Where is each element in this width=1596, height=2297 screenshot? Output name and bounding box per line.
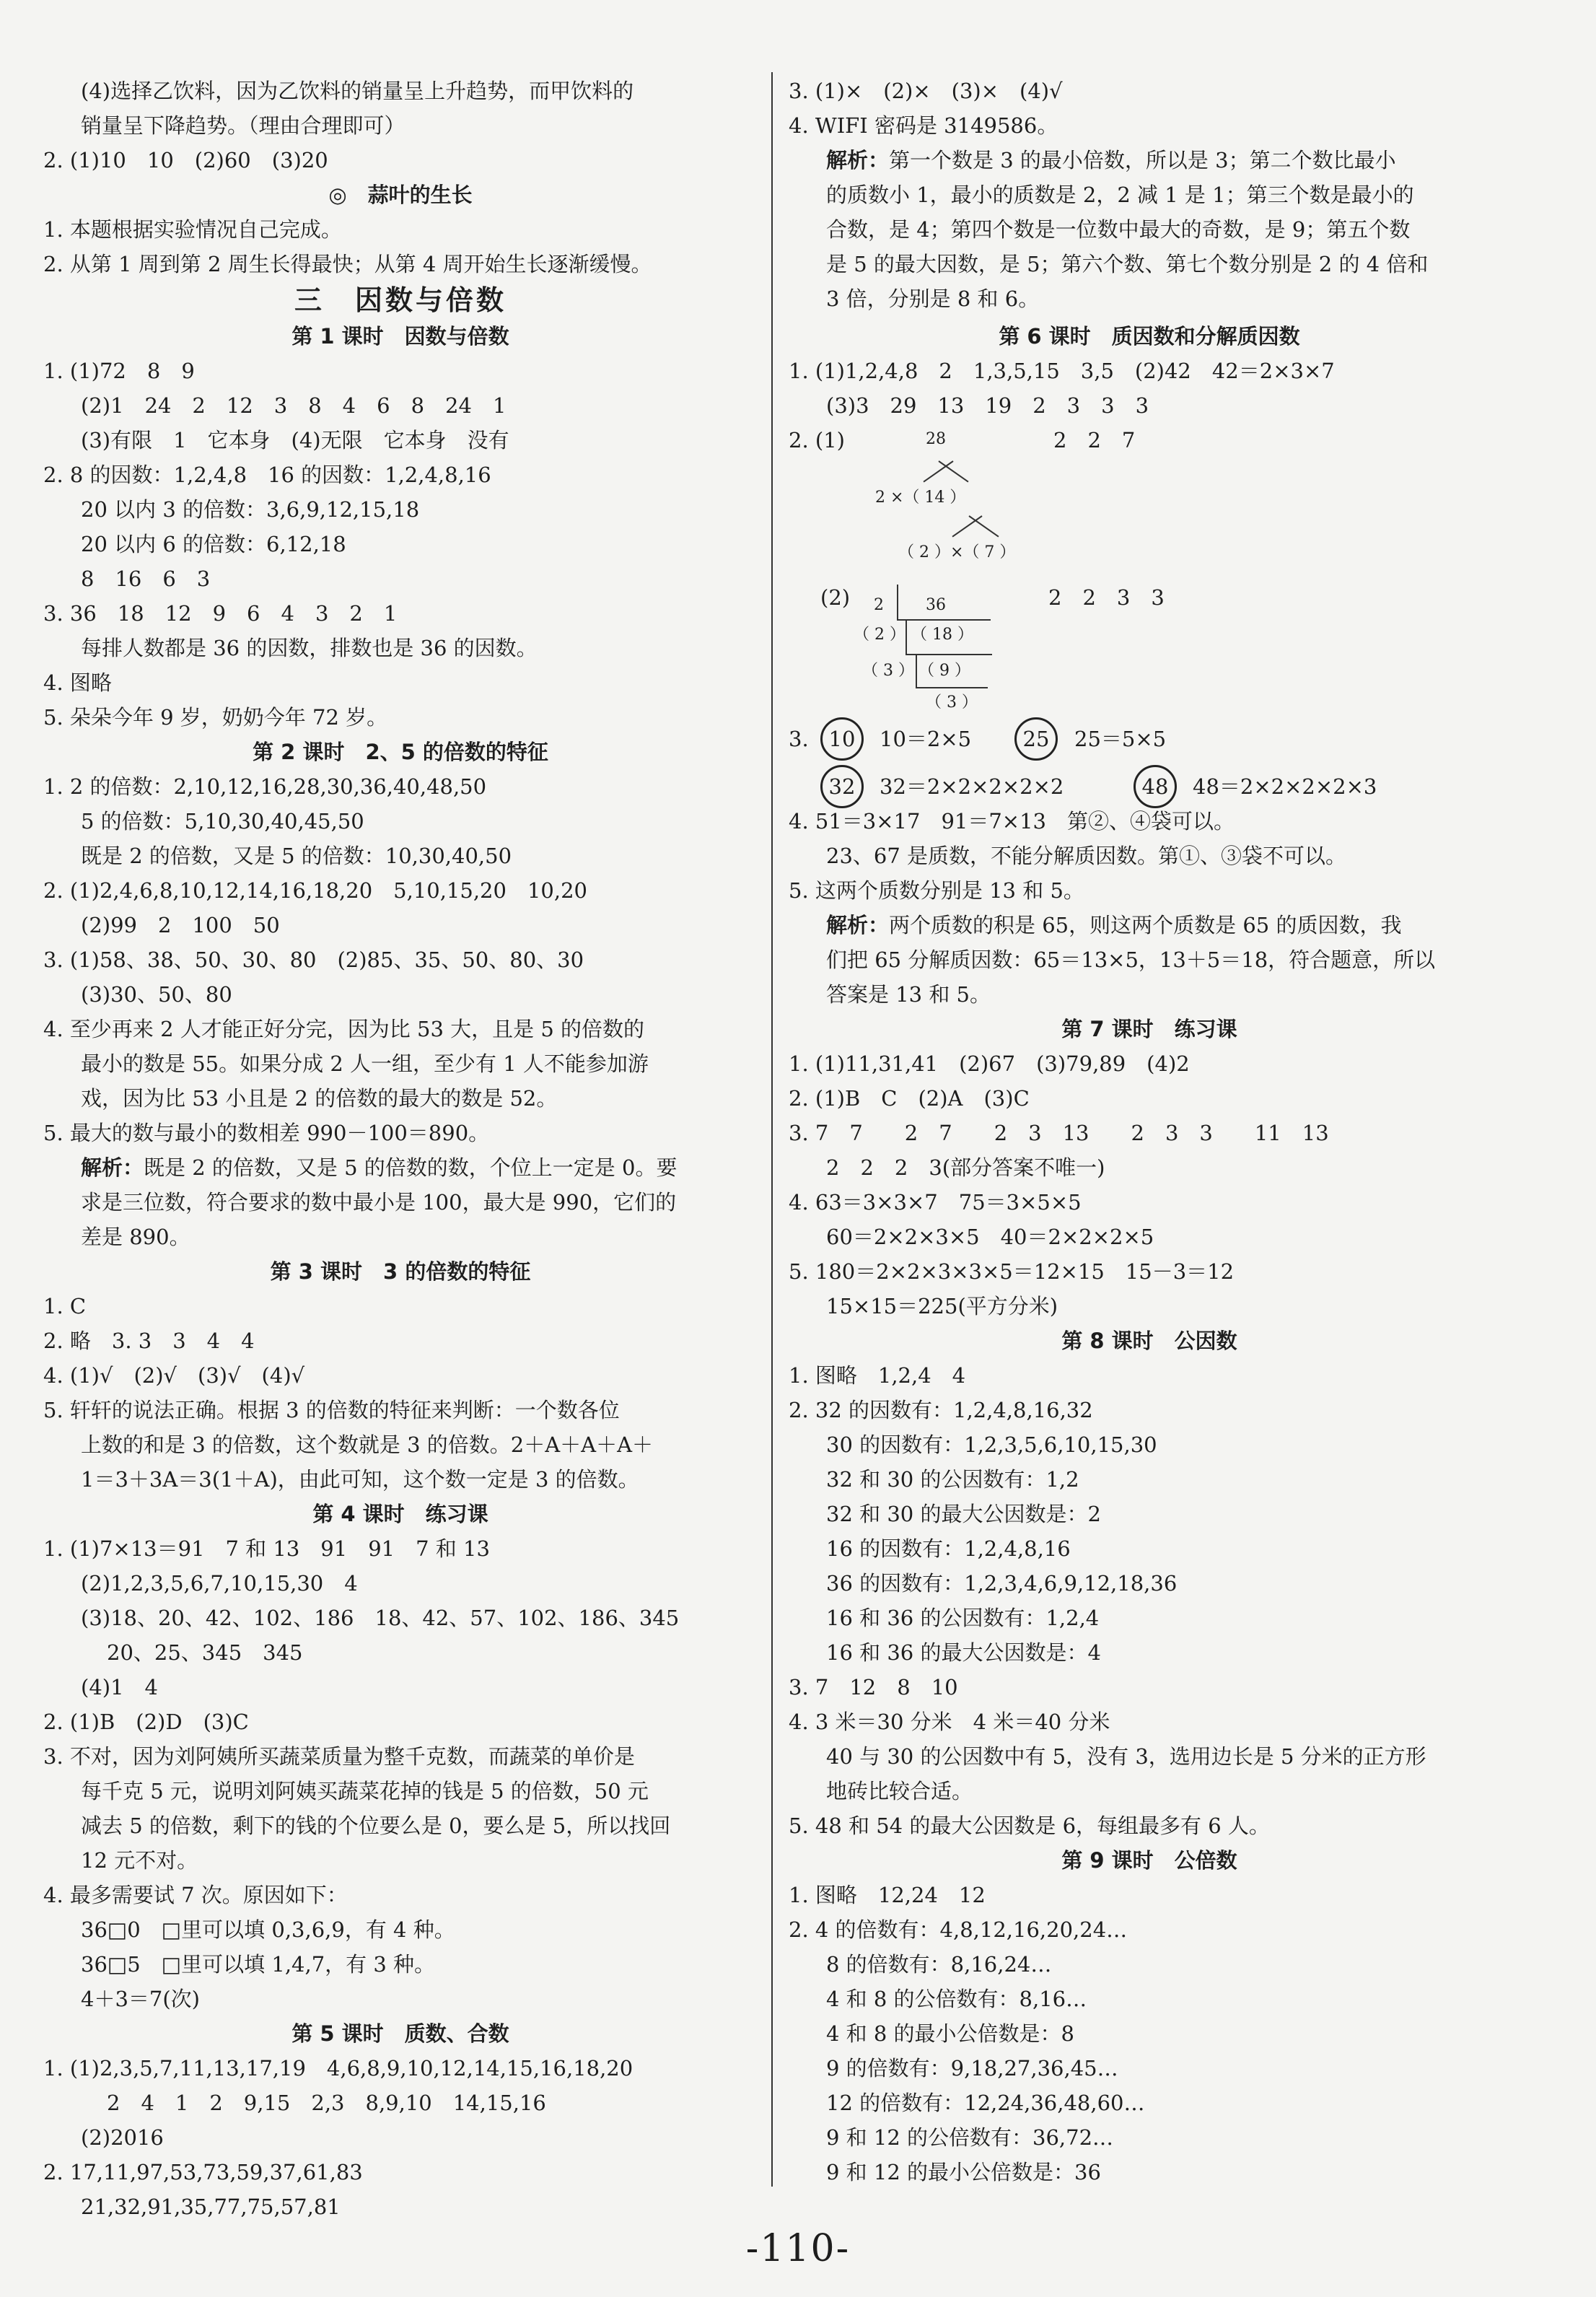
answer-line: 32 和 30 的公因数有：1,2 xyxy=(826,1467,1079,1492)
analysis-line: 合数，是 4；第四个数是一位数中最大的奇数，是 9；第五个数 xyxy=(826,217,1411,242)
answer-line: 9 和 12 的公倍数有：36,72… xyxy=(826,2125,1114,2150)
divisor: （ 3 ） xyxy=(862,662,914,680)
lesson-heading: 第 2 课时 2、5 的倍数的特征 xyxy=(253,740,548,764)
answer-line: 25＝5×5 xyxy=(1074,727,1167,751)
answer-line: 5. 最大的数与最小的数相差 990－100＝890。 xyxy=(43,1121,490,1145)
quotient: （ 18 ） xyxy=(911,626,973,644)
answer-line: 上数的和是 3 的倍数，这个数就是 3 的倍数。2＋A＋A＋A＋ xyxy=(81,1432,654,1457)
answer-line: 5. 朵朵今年 9 岁，奶奶今年 72 岁。 xyxy=(43,705,388,730)
circled-number: 48 xyxy=(1134,765,1177,808)
answer-line: 32＝2×2×2×2×2 xyxy=(880,774,1064,799)
quotient: （ 3 ） xyxy=(926,694,978,712)
answer-line: 9 和 12 的最小公倍数是：36 xyxy=(826,2160,1101,2184)
answer-line: 36□0 □里可以填 0,3,6,9，有 4 种。 xyxy=(81,1917,455,1942)
answer-line: 1＝3＋3A＝3(1＋A)，由此可知，这个数一定是 3 的倍数。 xyxy=(81,1467,639,1492)
answer-line: 3. (1)× (2)× (3)× (4)√ xyxy=(789,79,1063,103)
section-heading: ◎ 蒜叶的生长 xyxy=(328,183,473,207)
division-bar xyxy=(916,654,917,687)
answer-line: 20、25、345 345 xyxy=(107,1640,303,1665)
answer-line: 2 2 3 3 xyxy=(1048,585,1165,610)
answer-line: 20 以内 6 的倍数：6,12,18 xyxy=(81,532,346,556)
answer-line: 1. (1)1,2,4,8 2 1,3,5,15 3,5 (2)42 42＝2×3×7 xyxy=(789,359,1335,383)
circled-number: 32 xyxy=(820,765,864,808)
answer-line: 15×15＝225(平方分米) xyxy=(826,1294,1058,1318)
answer-line: (4)选择乙饮料，因为乙饮料的销量呈上升趋势，而甲饮料的 xyxy=(81,79,634,103)
answer-line: 2. (1)10 10 (2)60 (3)20 xyxy=(43,148,328,172)
answer-line: 3. 不对，因为刘阿姨所买蔬菜质量为整千克数，而蔬菜的单价是 xyxy=(43,1744,635,1769)
answer-line: (2)1,2,3,5,6,7,10,15,30 4 xyxy=(81,1571,358,1596)
answer-line: 5. 轩轩的说法正确。根据 3 的倍数的特征来判断：一个数各位 xyxy=(43,1398,620,1422)
answer-line: 2. 8 的因数：1,2,4,8 16 的因数：1,2,4,8,16 xyxy=(43,463,491,487)
answer-line: 36□5 □里可以填 1,4,7，有 3 种。 xyxy=(81,1952,436,1977)
page-number: -110- xyxy=(745,2227,851,2270)
answer-line: 1. 图略 12,24 12 xyxy=(789,1883,986,1907)
analysis-line: 3 倍，分别是 8 和 6。 xyxy=(826,286,1040,311)
answer-line: 地砖比较合适。 xyxy=(826,1779,973,1803)
answer-line: 3. 7 12 8 10 xyxy=(789,1675,958,1699)
answer-line: 3. (1)58、38、50、30、80 (2)85、35、50、80、30 xyxy=(43,948,584,972)
answer-line: 8 16 6 3 xyxy=(81,566,211,591)
answer-line: 9 的倍数有：9,18,27,36,45… xyxy=(826,2056,1118,2081)
answer-line: 12 的倍数有：12,24,36,48,60… xyxy=(826,2091,1145,2115)
answer-line: 40 与 30 的公因数中有 5，没有 3，选用边长是 5 分米的正方形 xyxy=(826,1744,1426,1769)
answer-line: 3. 36 18 12 9 6 4 3 2 1 xyxy=(43,601,398,626)
tree-level-3: （ 2 ）×（ 7 ） xyxy=(898,543,1016,561)
lesson-heading: 第 9 课时 公倍数 xyxy=(1061,1848,1237,1873)
answer-line: 16 和 36 的公因数有：1,2,4 xyxy=(826,1606,1100,1630)
answer-line: 2. 从第 1 周到第 2 周生长得最快；从第 4 周开始生长逐渐缓慢。 xyxy=(43,252,652,276)
answer-line: 4 和 8 的公倍数有：8,16… xyxy=(826,1987,1087,2011)
lesson-heading: 第 5 课时 质数、合数 xyxy=(291,2021,509,2046)
answer-line: (2)99 2 100 50 xyxy=(81,913,280,937)
answer-line: 21,32,91,35,77,75,57,81 xyxy=(81,2195,341,2219)
answer-line: 32 和 30 的最大公因数是：2 xyxy=(826,1502,1101,1526)
answer-line: 12 元不对。 xyxy=(81,1848,198,1873)
answer-line: 60＝2×2×3×5 40＝2×2×2×5 xyxy=(826,1225,1154,1249)
answer-line: 每千克 5 元，说明刘阿姨买蔬菜花掉的钱是 5 的倍数，50 元 xyxy=(81,1779,649,1803)
answer-line: 2. (1)B C (2)A (3)C xyxy=(789,1086,1030,1111)
lesson-heading: 第 6 课时 质因数和分解质因数 xyxy=(999,324,1300,349)
answer-line: 1. (1)7×13＝91 7 和 13 91 91 7 和 13 xyxy=(43,1536,490,1561)
answer-line: 2 2 7 xyxy=(1053,428,1136,452)
tree-branch xyxy=(938,460,968,482)
division-bar xyxy=(897,585,898,619)
analysis-line: 是 5 的最大因数，是 5；第六个数、第七个数分别是 2 的 4 倍和 xyxy=(826,252,1429,276)
tree-root: 28 xyxy=(926,430,946,448)
circled-number: 25 xyxy=(1014,717,1058,761)
tree-level-2: 2 ×（ 14 ） xyxy=(875,489,966,507)
answer-line: 20 以内 3 的倍数：3,6,9,12,15,18 xyxy=(81,497,420,522)
answer-line: 5 的倍数：5,10,30,40,45,50 xyxy=(81,809,364,834)
divisor: （ 2 ） xyxy=(854,626,906,644)
answer-line: 既是 2 的倍数，又是 5 的倍数：10,30,40,50 xyxy=(81,844,512,868)
answer-line: 4. (1)√ (2)√ (3)√ (4)√ xyxy=(43,1363,305,1388)
answer-line: 2. (1) xyxy=(789,428,845,452)
answer-line: (3)3 29 13 19 2 3 3 3 xyxy=(826,393,1149,418)
analysis-line: 解析：第一个数是 3 的最小倍数，所以是 3；第二个数比最小 xyxy=(826,148,1396,172)
analysis-label: 解析： xyxy=(81,1155,144,1180)
answer-line: (3)18、20、42、102、186 18、42、57、102、186、345 xyxy=(81,1606,680,1630)
factor-tree xyxy=(854,427,1041,572)
answer-line: 23、67 是质数，不能分解质因数。第①、③袋不可以。 xyxy=(826,844,1347,868)
quotient: （ 9 ） xyxy=(918,662,970,680)
answer-line: 每排人数都是 36 的因数，排数也是 36 的因数。 xyxy=(81,636,538,660)
analysis-line: 解析：两个质数的积是 65，则这两个质数是 65 的质因数，我 xyxy=(826,913,1402,937)
dividend: 36 xyxy=(926,596,946,614)
answer-line: 戏，因为比 53 小且是 2 的倍数的最大的数是 52。 xyxy=(81,1086,558,1111)
answer-line: 4. 3 米＝30 分米 4 米＝40 分米 xyxy=(789,1710,1110,1734)
divisor: 2 xyxy=(874,596,884,614)
answer-line: 5. 48 和 54 的最大公因数是 6，每组最多有 6 人。 xyxy=(789,1813,1270,1838)
answer-line: 4. 最多需要试 7 次。原因如下： xyxy=(43,1883,348,1907)
answer-line: 1. (1)2,3,5,7,11,13,17,19 4,6,8,9,10,12,14,15,16,18,20 xyxy=(43,2056,633,2081)
answer-line: 1. 图略 1,2,4 4 xyxy=(789,1363,966,1388)
answer-line: 30 的因数有：1,2,3,5,6,10,15,30 xyxy=(826,1432,1157,1457)
answer-line: 2. (1)2,4,6,8,10,12,14,16,18,20 5,10,15,20 10,20 xyxy=(43,878,587,903)
lesson-heading: 第 1 课时 因数与倍数 xyxy=(291,324,509,349)
answer-line: 36 的因数有：1,2,3,4,6,9,12,18,36 xyxy=(826,1571,1178,1596)
answer-line: 3. 7 7 2 7 2 3 13 2 3 3 11 13 xyxy=(789,1121,1329,1145)
tree-branch xyxy=(923,460,953,482)
analysis-line: 差是 890。 xyxy=(81,1225,190,1249)
lesson-heading: 第 3 课时 3 的倍数的特征 xyxy=(270,1259,531,1284)
circled-number: 10 xyxy=(820,717,864,761)
answer-line: 1. (1)11,31,41 (2)67 (3)79,89 (4)2 xyxy=(789,1051,1190,1076)
answer-line: 1. C xyxy=(43,1294,87,1318)
division-bar xyxy=(897,619,991,621)
answer-line: 1. 2 的倍数：2,10,12,16,28,30,36,40,48,50 xyxy=(43,774,487,799)
answer-line: 2. 略 3. 3 3 4 4 xyxy=(43,1329,255,1353)
analysis-label: 解析： xyxy=(826,913,890,937)
answer-line: 2. 17,11,97,53,73,59,37,61,83 xyxy=(43,2160,363,2184)
analysis-line: 们把 65 分解质因数：65＝13×5，13＋5＝18，符合题意，所以 xyxy=(826,948,1436,972)
answer-line: 最小的数是 55。如果分成 2 人一组，至少有 1 人不能参加游 xyxy=(81,1051,649,1076)
answer-line: 1. (1)72 8 9 xyxy=(43,359,195,383)
answer-line: 16 的因数有：1,2,4,8,16 xyxy=(826,1536,1071,1561)
answer-line: 3. xyxy=(789,727,809,751)
answer-line: 4. 63＝3×3×7 75＝3×5×5 xyxy=(789,1190,1082,1215)
division-bar xyxy=(906,654,992,655)
answer-line: (2)2016 xyxy=(81,2125,164,2150)
analysis-label: 解析： xyxy=(826,148,890,172)
analysis-line: 答案是 13 和 5。 xyxy=(826,982,991,1007)
answer-line: 5. 这两个质数分别是 13 和 5。 xyxy=(789,878,1084,903)
answer-line: (4)1 4 xyxy=(81,1675,158,1699)
lesson-heading: 第 7 课时 练习课 xyxy=(1061,1017,1237,1041)
answer-line: 2 4 1 2 9,15 2,3 8,9,10 14,15,16 xyxy=(107,2091,546,2115)
answer-line: 5. 180＝2×2×3×3×5＝12×15 15－3＝12 xyxy=(789,1259,1235,1284)
analysis-line: 解析：既是 2 的倍数，又是 5 的倍数的数，个位上一定是 0。要 xyxy=(81,1155,678,1180)
answer-line: (2) xyxy=(820,585,851,610)
answer-line: 8 的倍数有：8,16,24… xyxy=(826,1952,1052,1977)
analysis-line: 的质数小 1，最小的质数是 2，2 减 1 是 1；第三个数是最小的 xyxy=(826,183,1414,207)
answer-line: 2. 4 的倍数有：4,8,12,16,20,24… xyxy=(789,1917,1128,1942)
tree-branch xyxy=(952,515,982,537)
answer-line: 48＝2×2×2×2×3 xyxy=(1193,774,1377,799)
division-bar xyxy=(906,619,907,654)
division-bar xyxy=(916,687,988,688)
answer-line: 4. 至少再来 2 人才能正好分完，因为比 53 大，且是 5 的倍数的 xyxy=(43,1017,645,1041)
column-divider xyxy=(771,72,773,2187)
answer-line: 2. 32 的因数有：1,2,4,8,16,32 xyxy=(789,1398,1093,1422)
lesson-heading: 第 4 课时 练习课 xyxy=(312,1502,488,1526)
tree-branch xyxy=(968,515,999,537)
answer-line: 4＋3＝7(次) xyxy=(81,1987,200,2011)
analysis-line: 求是三位数，符合要求的数中最小是 100，最大是 990，它们的 xyxy=(81,1190,677,1215)
answer-line: (2)1 24 2 12 3 8 4 6 8 24 1 xyxy=(81,393,507,418)
answer-line: 减去 5 的倍数，剩下的钱的个位要么是 0，要么是 5，所以找回 xyxy=(81,1813,671,1838)
unit-heading: 三 因数与倍数 xyxy=(294,284,507,316)
answer-line: 2 2 2 3(部分答案不唯一) xyxy=(826,1155,1105,1180)
answer-line: 4 和 8 的最小公倍数是：8 xyxy=(826,2021,1075,2046)
answer-line: (3)30、50、80 xyxy=(81,982,232,1007)
lesson-heading: 第 8 课时 公因数 xyxy=(1061,1329,1237,1353)
answer-line: 4. 图略 xyxy=(43,670,112,695)
answer-line: 销量呈下降趋势。（理由合理即可） xyxy=(81,113,405,138)
answer-line: 1. 本题根据实验情况自己完成。 xyxy=(43,217,342,242)
answer-line: 4. 51＝3×17 91＝7×13 第②、④袋可以。 xyxy=(789,809,1235,834)
answer-line: 16 和 36 的最大公因数是：4 xyxy=(826,1640,1101,1665)
answer-line: (3)有限 1 它本身 (4)无限 它本身 没有 xyxy=(81,428,509,452)
answer-line: 10＝2×5 xyxy=(880,727,972,751)
answer-line: 4. WIFI 密码是 3149586。 xyxy=(789,113,1058,138)
answer-line: 2. (1)B (2)D (3)C xyxy=(43,1710,249,1734)
